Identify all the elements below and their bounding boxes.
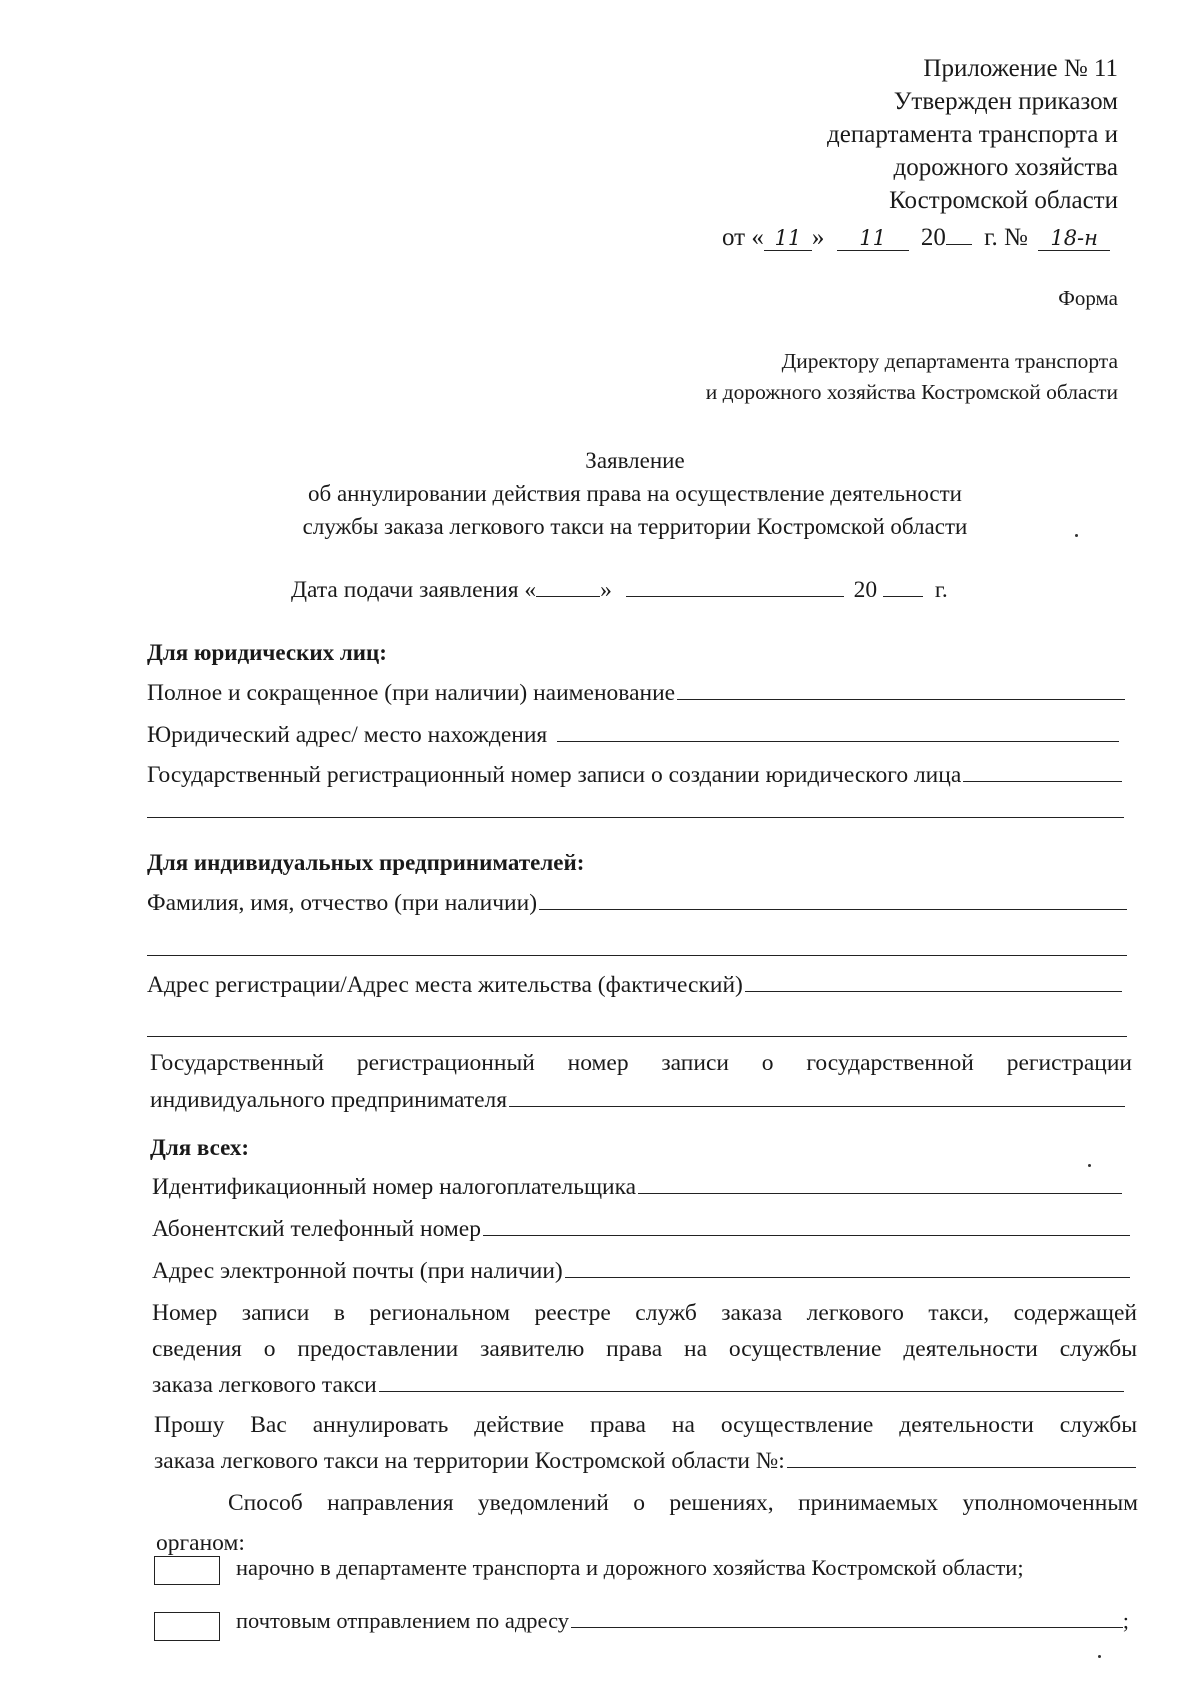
entrepreneur-registration-field[interactable]	[150, 1087, 1125, 1114]
submission-year-field[interactable]	[883, 574, 923, 597]
legal-full-name-label: Полное и сокращенное (при наличии) наименование	[147, 680, 676, 706]
entrepreneur-address-blank[interactable]	[745, 973, 1122, 992]
legal-address-label: Юридический адрес/ место нахождения	[147, 722, 548, 748]
entrepreneur-address-continuation-line[interactable]	[147, 1036, 1127, 1037]
date-year-blank	[946, 222, 972, 245]
title-line-3: службы заказа легкового такси на территории Костромской области	[302, 514, 968, 539]
registry-number-field[interactable]	[152, 1372, 1124, 1399]
addressee-line-2: и дорожного хозяйства Костромской области	[705, 380, 1118, 404]
title-line-2: об аннулировании действия права на осуществление деятельности	[308, 481, 962, 506]
registry-text-line-1: Номер записи в региональном реестре служб заказа легкового такси, содержащей	[152, 1300, 1137, 1326]
submission-date-sep: »	[600, 577, 612, 603]
approved-by-order: Утвержден приказом	[893, 88, 1118, 115]
phone-blank[interactable]	[483, 1217, 1130, 1236]
entrepreneur-name-blank[interactable]	[539, 891, 1127, 910]
registry-text-line-2: сведения о предоставлении заявителю права на осуществление деятельности службы	[152, 1336, 1137, 1362]
notify-text-line-2: органом:	[156, 1530, 245, 1556]
entrepreneur-address-label: Адрес регистрации/Адрес места жительства (фактический)	[147, 972, 743, 998]
registry-label: заказа легкового такси	[152, 1372, 377, 1398]
inn-label: Идентификационный номер налогоплательщика	[152, 1174, 637, 1200]
email-label: Адрес электронной почты (при наличии)	[152, 1258, 563, 1284]
date-prefix: от «	[722, 224, 764, 251]
phone-label: Абонентский телефонный номер	[152, 1216, 481, 1242]
legal-entities-heading: Для юридических лиц:	[147, 640, 387, 665]
department-line-1: департамента транспорта и	[827, 121, 1118, 148]
addressee	[706, 346, 1118, 408]
submission-date-label: Дата подачи заявления «	[291, 577, 537, 603]
scan-speck	[1098, 1655, 1101, 1658]
post-address-blank[interactable]	[571, 1609, 1123, 1628]
date-sep: »	[811, 224, 825, 251]
email-blank[interactable]	[565, 1259, 1130, 1278]
date-day-handwritten: 11	[764, 226, 812, 251]
entrepreneur-name-label: Фамилия, имя, отчество (при наличии)	[147, 890, 538, 916]
entrepreneur-registration-blank[interactable]	[509, 1088, 1125, 1107]
legal-registration-continuation-line[interactable]	[147, 817, 1124, 818]
form-label: Форма	[1058, 286, 1118, 310]
legal-address-field[interactable]	[147, 722, 1119, 749]
request-blank[interactable]	[787, 1449, 1136, 1468]
phone-field[interactable]	[152, 1216, 1130, 1243]
submission-date-line	[291, 574, 948, 604]
option-in-person-label: нарочно в департаменте транспорта и дорожного хозяйства Костромской области;	[236, 1555, 1024, 1580]
date-year-prefix: 20	[920, 224, 946, 251]
legal-registration-label: Государственный регистрационный номер записи о создании юридического лица	[147, 762, 962, 788]
legal-registration-blank[interactable]	[963, 763, 1122, 782]
title-line-1: Заявление	[585, 448, 685, 473]
entrepreneurs-heading: Для индивидуальных предпринимателей:	[147, 850, 585, 875]
option-post-label: почтовым отправлением по адресу	[236, 1608, 570, 1633]
legal-full-name-field[interactable]	[147, 680, 1125, 707]
request-label: заказа легкового такси на территории Костромской области №:	[154, 1448, 785, 1474]
submission-year-prefix: 20	[853, 577, 878, 603]
department-line-2: дорожного хозяйства	[893, 154, 1118, 181]
checkbox-post[interactable]	[154, 1612, 220, 1641]
submission-month-field[interactable]	[626, 574, 844, 597]
notify-text-line-1: Способ направления уведомлений о решениях, принимаемых уполномоченным	[228, 1490, 1138, 1516]
inn-blank[interactable]	[638, 1175, 1122, 1194]
option-post-end: ;	[1122, 1608, 1129, 1633]
order-date-line	[722, 222, 1110, 252]
region-name: Костромской области	[889, 187, 1118, 214]
request-text-line-1: Прошу Вас аннулировать действие права на осуществление деятельности службы	[154, 1412, 1137, 1438]
approval-block	[827, 52, 1118, 217]
entrepreneur-address-field[interactable]	[147, 972, 1122, 999]
legal-address-blank[interactable]	[557, 723, 1119, 742]
document-title	[0, 444, 1200, 543]
entrepreneur-name-field[interactable]	[147, 890, 1127, 917]
checkbox-in-person[interactable]	[154, 1556, 220, 1585]
date-month-handwritten: 11	[837, 226, 909, 251]
legal-registration-field[interactable]	[147, 762, 1122, 789]
scan-speck	[1075, 534, 1078, 537]
entrepreneur-registration-text: Государственный регистрационный номер записи о государственной регистрации	[150, 1050, 1132, 1076]
email-field[interactable]	[152, 1258, 1130, 1285]
date-number-label: г. №	[984, 224, 1028, 251]
order-number-handwritten: 18-н	[1038, 226, 1110, 251]
entrepreneur-registration-label: индивидуального предпринимателя	[150, 1087, 508, 1113]
submission-year-suffix: г.	[934, 577, 948, 603]
post-address-field[interactable]	[236, 1608, 1129, 1634]
entrepreneur-name-continuation-line[interactable]	[147, 955, 1127, 956]
appendix-number: Приложение № 11	[923, 55, 1118, 82]
legal-full-name-blank[interactable]	[677, 681, 1125, 700]
request-number-field[interactable]	[154, 1448, 1136, 1475]
all-heading: Для всех:	[150, 1135, 250, 1160]
inn-field[interactable]	[152, 1174, 1122, 1201]
registry-blank[interactable]	[379, 1373, 1124, 1392]
submission-day-field[interactable]	[536, 574, 600, 597]
addressee-line-1: Директору департамента транспорта	[781, 349, 1118, 373]
scan-speck	[1088, 1164, 1091, 1167]
